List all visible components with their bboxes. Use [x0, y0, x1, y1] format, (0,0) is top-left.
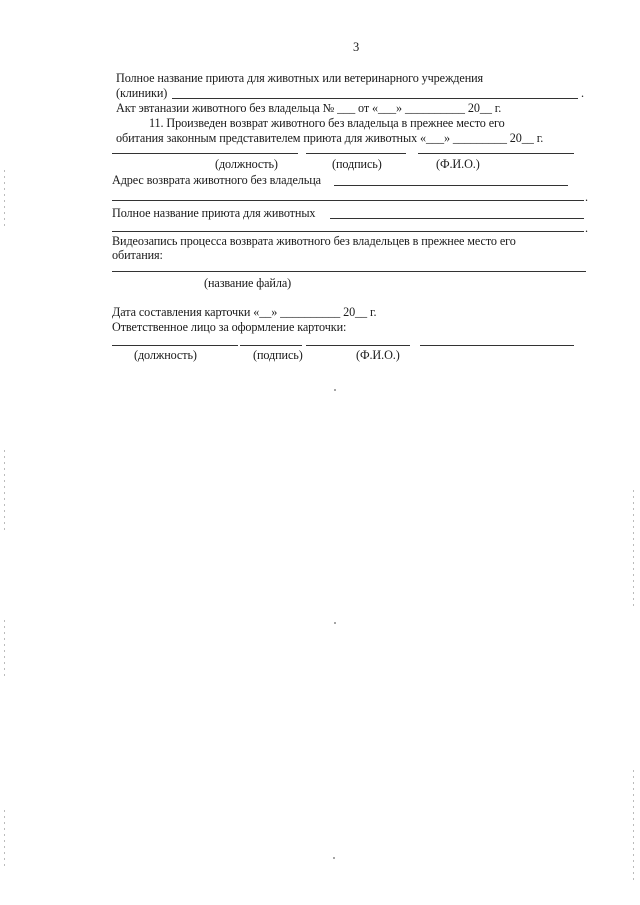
return-statement-line-2: обитания законным представителем приюта для животных «___» _________ 20__ г. [116, 131, 544, 145]
scan-speck [333, 857, 335, 859]
shelter-field-line-2 [112, 231, 584, 232]
responsible-person-label: Ответственное лицо за оформление карточки: [112, 320, 347, 334]
file-name-caption: (название файла) [204, 276, 292, 290]
signature-caption: (подпись) [332, 157, 382, 171]
shelter-name-line: Полное название приюта для животных или ветеринарного учреждения [116, 71, 484, 85]
card-date-line: Дата составления карточки «__» __________ 20__ г. [112, 305, 377, 319]
scan-edge-artifact [633, 490, 634, 610]
address-label: Адрес возврата животного без владельца [112, 173, 321, 187]
fio-signature-line-2 [306, 345, 410, 346]
scan-speck [334, 622, 336, 624]
shelter-field-line [330, 218, 584, 219]
video-label: Видеозапись процесса возврата животного без владельцев в прежнее место его [112, 234, 516, 248]
position-caption: (должность) [215, 157, 278, 171]
video-label-2: обитания: [112, 248, 163, 262]
signature-caption-2: (подпись) [253, 348, 303, 362]
shelter-full-name-label: Полное название приюта для животных [112, 206, 316, 220]
scan-edge-artifact [4, 450, 5, 530]
document-page: 3 Полное название приюта для животных или ветеринарного учреждения (клиники) . Акт эвтаназии животного без владельца № ___ от «___» __________ 20__ г. 11. Произведен возврат животного без владельца в прежнее место его обитания законным представителем приюта для животных «___» _________ 20__ г. (должность) (подпись) (Ф.И.О.) Адрес возврата животного без владельца . Полное название приюта для животных . Видеозапись процесса возврата животного без владельцев в прежнее место его обитания: (название файла) Дата составления карточки «__» __________ 20__ г. Ответственное лицо за оформление карточки: (должность) (подпись) (Ф.И.О.) [0, 0, 640, 905]
extra-signature-line [420, 345, 574, 346]
position-caption-2: (должность) [134, 348, 197, 362]
position-signature-line [112, 153, 298, 154]
scan-speck [334, 389, 336, 391]
fio-caption: (Ф.И.О.) [436, 157, 480, 171]
return-statement-line: 11. Произведен возврат животного без владельца в прежнее место его [149, 116, 505, 130]
fio-caption-2: (Ф.И.О.) [356, 348, 400, 362]
scan-edge-artifact [633, 770, 634, 880]
scan-edge-artifact [4, 810, 5, 870]
video-field-line [112, 271, 586, 272]
clinic-field-line [172, 98, 578, 99]
scan-edge-artifact [4, 620, 5, 680]
fio-signature-line [418, 153, 574, 154]
signature-line-2 [240, 345, 302, 346]
address-field-line [334, 185, 568, 186]
address-field-line-2 [112, 200, 584, 201]
clinic-label: (клиники) [116, 86, 168, 100]
position-signature-line-2 [112, 345, 238, 346]
page-number: 3 [353, 40, 360, 54]
signature-line [306, 153, 406, 154]
scan-edge-artifact [4, 170, 5, 230]
euthanasia-act-line: Акт эвтаназии животного без владельца № ___ от «___» __________ 20__ г. [116, 101, 502, 115]
